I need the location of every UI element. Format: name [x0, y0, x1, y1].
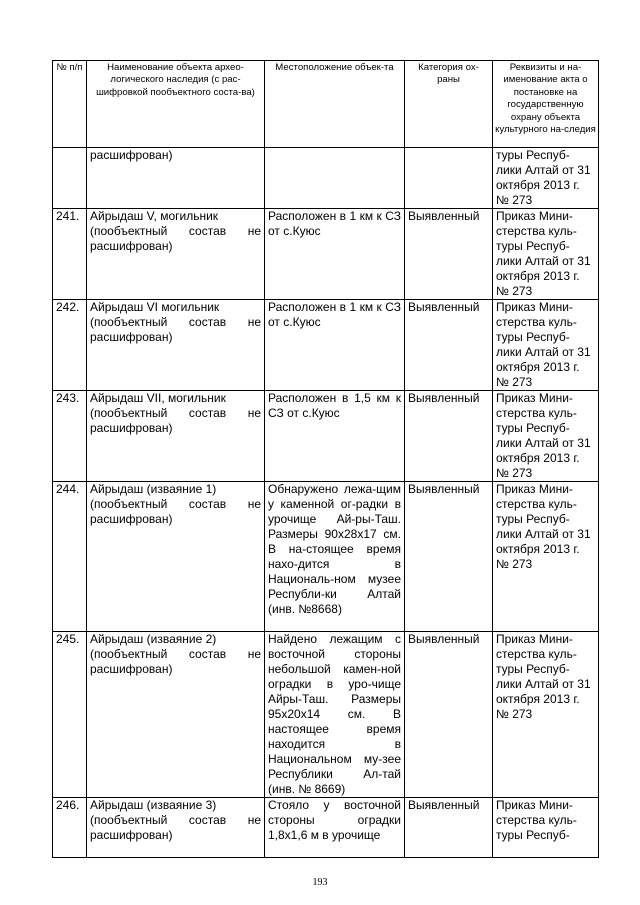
table-row-continuation: [53, 148, 599, 209]
object-composition-note: (пообъектный состав не: [90, 647, 261, 661]
object-composition-note-end: расшифрован): [90, 421, 173, 435]
row-location: Стояло у восточной стороны оградки 1,8х1,6 м в урочище: [265, 798, 405, 858]
table-row: [53, 209, 599, 300]
row-num: 242.: [53, 300, 87, 391]
row-category: Выявленный: [405, 300, 493, 391]
header-location: Местоположение объек-та: [265, 61, 405, 148]
object-composition-note: (пообъектный состав не: [90, 497, 261, 511]
object-composition-note-end: расшифрован): [90, 239, 173, 253]
object-composition-note-end: расшифрован): [90, 512, 173, 526]
row-location: Расположен в 1 км к СЗ от с.Куюс: [265, 209, 405, 300]
row-location: Обнаружено лежа-щим у каменной ог-радки в урочище Ай-ры-Таш. Размеры 90х28х17 см. В на-стоящее время нахо-дится в Националь-ном музее Республи-ки Алтай (инв. №8668): [265, 482, 405, 632]
row-act: Приказ Мини-стерства куль-туры Респуб-лики Алтай от 31 октября 2013 г. № 273: [493, 391, 599, 482]
row-name: расшифрован): [87, 148, 265, 209]
row-num: 244.: [53, 482, 87, 632]
table-row: [53, 632, 599, 798]
row-act: Приказ Мини-стерства куль-туры Респуб-: [493, 798, 599, 858]
row-name: [87, 482, 265, 632]
row-category: Выявленный: [405, 482, 493, 632]
header-act: Реквизиты и на-именование акта о постановке на государственную охрану объекта культурного на-следия: [493, 61, 599, 148]
heritage-register-table: [52, 60, 599, 858]
row-location: Найдено лежащим с восточной стороны небольшой камен-ной оградки в уро-чище Айры-Таш. Размеры 95х20х14 см. В настоящее время находится в Национальном му-зее Республики Ал-тай (инв. № 8669): [265, 632, 405, 798]
row-act: Приказ Мини-стерства куль-туры Респуб-лики Алтай от 31 октября 2013 г. № 273: [493, 300, 599, 391]
object-title: Айрыдаш V, могильник: [90, 209, 219, 223]
row-category: Выявленный: [405, 391, 493, 482]
table-row: [53, 391, 599, 482]
object-composition-note: (пообъектный состав не: [90, 224, 261, 238]
row-category: [405, 148, 493, 209]
row-act: Приказ Мини-стерства куль-туры Респуб-лики Алтай от 31 октября 2013 г. № 273: [493, 482, 599, 632]
row-act: туры Респуб-лики Алтай от 31 октября 2013 г. № 273: [493, 148, 599, 209]
object-title: Айрыдаш (изваяние 3): [90, 798, 217, 812]
object-composition-note-end: расшифрован): [90, 330, 173, 344]
row-num: 245.: [53, 632, 87, 798]
row-name: [87, 391, 265, 482]
object-title: Айрыдаш (изваяние 2): [90, 632, 217, 646]
row-act: Приказ Мини-стерства куль-туры Респуб-лики Алтай от 31 октября 2013 г. № 273: [493, 209, 599, 300]
table-header-row: [53, 61, 599, 148]
row-category: Выявленный: [405, 209, 493, 300]
object-title: Айрыдаш VII, могильник: [90, 391, 226, 405]
row-category: Выявленный: [405, 632, 493, 798]
row-category: Выявленный: [405, 798, 493, 858]
row-location: Расположен в 1,5 км к СЗ от с.Куюс: [265, 391, 405, 482]
row-name: [87, 632, 265, 798]
object-title: Айрыдаш VI могильник: [90, 300, 220, 314]
header-name: Наименование объекта архео-логического наследия (с рас-шифровкой пообъектного соста-ва): [87, 61, 265, 148]
row-location: Расположен в 1 км к СЗ от с.Куюс: [265, 300, 405, 391]
table-row: [53, 482, 599, 632]
object-composition-note-end: расшифрован): [90, 662, 173, 676]
row-location: [265, 148, 405, 209]
row-num: 243.: [53, 391, 87, 482]
object-title: Айрыдаш (изваяние 1): [90, 482, 217, 496]
row-act: Приказ Мини-стерства куль-туры Респуб-лики Алтай от 31 октября 2013 г. № 273: [493, 632, 599, 798]
header-category: Категория ох-раны: [405, 61, 493, 148]
object-composition-note: (пообъектный состав не: [90, 813, 261, 827]
page-number: 193: [312, 877, 328, 888]
object-composition-note: (пообъектный состав не: [90, 315, 261, 329]
row-num: 246.: [53, 798, 87, 858]
row-num: [53, 148, 87, 209]
object-composition-note: (пообъектный состав не: [90, 406, 261, 420]
row-num: 241.: [53, 209, 87, 300]
table-row: [53, 300, 599, 391]
row-name: [87, 300, 265, 391]
object-composition-note-end: расшифрован): [90, 828, 173, 842]
row-name: [87, 209, 265, 300]
table-row: [53, 798, 599, 858]
row-name: [87, 798, 265, 858]
header-num: № п/п: [53, 61, 87, 148]
